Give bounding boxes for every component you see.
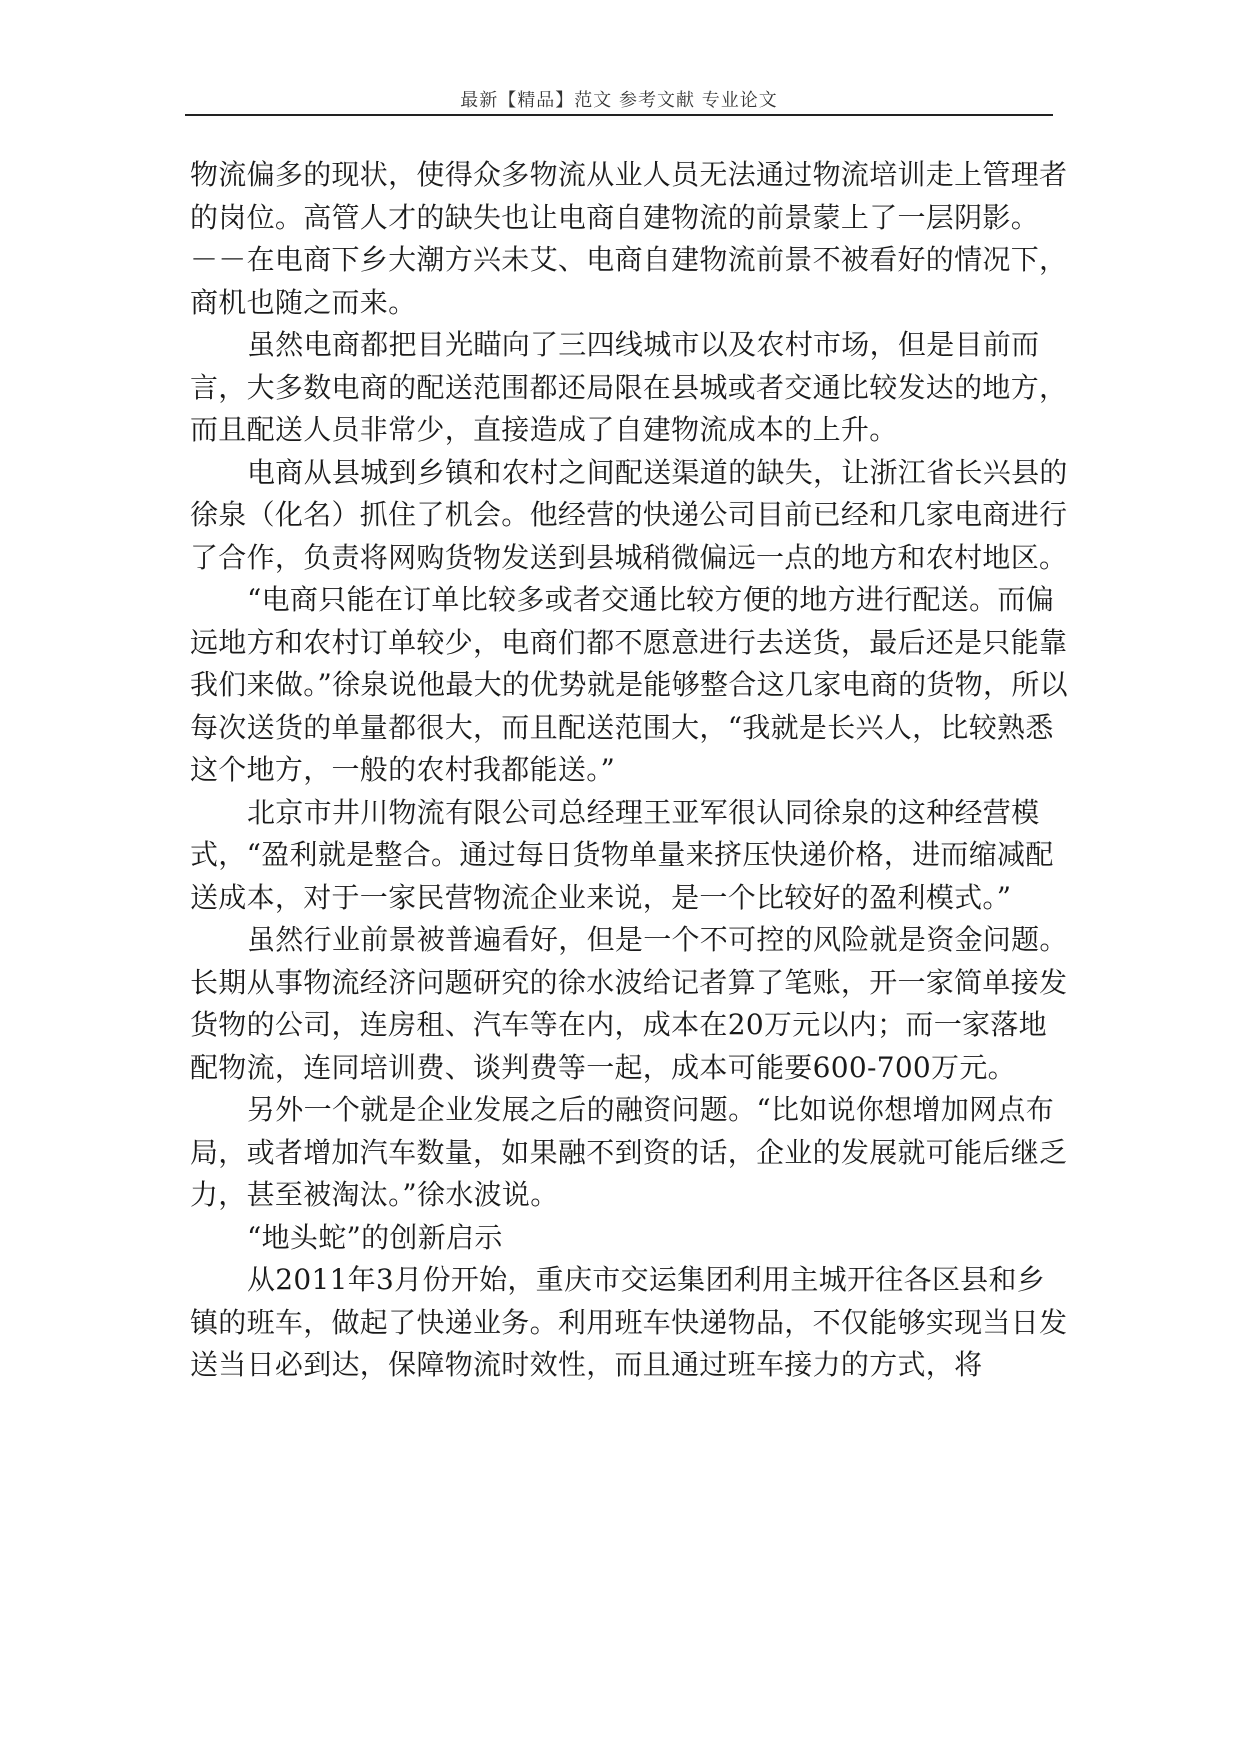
document-body bbox=[190, 154, 1139, 1387]
header-divider bbox=[185, 114, 1053, 116]
paragraph: 另外一个就是企业发展之后的融资问题。“比如说你想增加网点布局，或者增加汽车数量，如果融不到资的话，企业的发展就可能后继乏力，甚至被淘汰。”徐水波说。 bbox=[190, 1093, 1068, 1211]
paragraph: “电商只能在订单比较多或者交通比较方便的地方进行配送。而偏远地方和农村订单较少，电商们都不愿意进行去送货，最后还是只能靠我们来做。”徐泉说他最大的优势就是能够整合这几家电商的货物，所以每次送货的单量都很大，而且配送范围大，“我就是长兴人，比较熟悉这个地方，一般的农村我都能送。” bbox=[190, 583, 1068, 786]
paragraph: 虽然电商都把目光瞄向了三四线城市以及农村市场，但是目前而言，大多数电商的配送范围都还局限在县城或者交通比较发达的地方，而且配送人员非常少，直接造成了自建物流成本的上升。 bbox=[190, 328, 1068, 446]
paragraph: 电商从县城到乡镇和农村之间配送渠道的缺失，让浙江省长兴县的徐泉（化名）抓住了机会。他经营的快递公司目前已经和几家电商进行了合作，负责将网购货物发送到县城稍微偏远一点的地方和农村地区。 bbox=[190, 455, 1068, 574]
paragraph: 北京市井川物流有限公司总经理王亚军很认同徐泉的这种经营模式，“盈利就是整合。通过每日货物单量来挤压快递价格，进而缩减配送成本，对于一家民营物流企业来说，是一个比较好的盈利模式。” bbox=[190, 795, 1054, 914]
paragraph: 物流偏多的现状，使得众多物流从业人员无法通过物流培训走上管理者的岗位。高管人才的缺失也让电商自建物流的前景蒙上了一层阴影。 －－在电商下乡大潮方兴未艾、电商自建物流前景不被看好的情况下，商机也随之而来。 bbox=[190, 158, 1139, 319]
section-heading: “地头蛇”的创新启示 bbox=[247, 1220, 503, 1254]
paragraph: 从2011年3月份开始，重庆市交运集团利用主城开往各区县和乡镇的班车，做起了快递业务。利用班车快递物品，不仅能够实现当日发送当日必到达，保障物流时效性，而且通过班车接力的方式，将 bbox=[190, 1263, 1068, 1381]
paragraph: 虽然行业前景被普遍看好，但是一个不可控的风险就是资金问题。长期从事物流经济问题研究的徐水波给记者算了笔账，开一家简单接发货物的公司，连房租、汽车等在内，成本在20万元以内；而一家落地配物流，连同培训费、谈判费等一起，成本可能要600-700万元。 bbox=[190, 923, 1068, 1084]
page-header: 最新【精品】范文 参考文献 专业论文 bbox=[460, 90, 778, 111]
